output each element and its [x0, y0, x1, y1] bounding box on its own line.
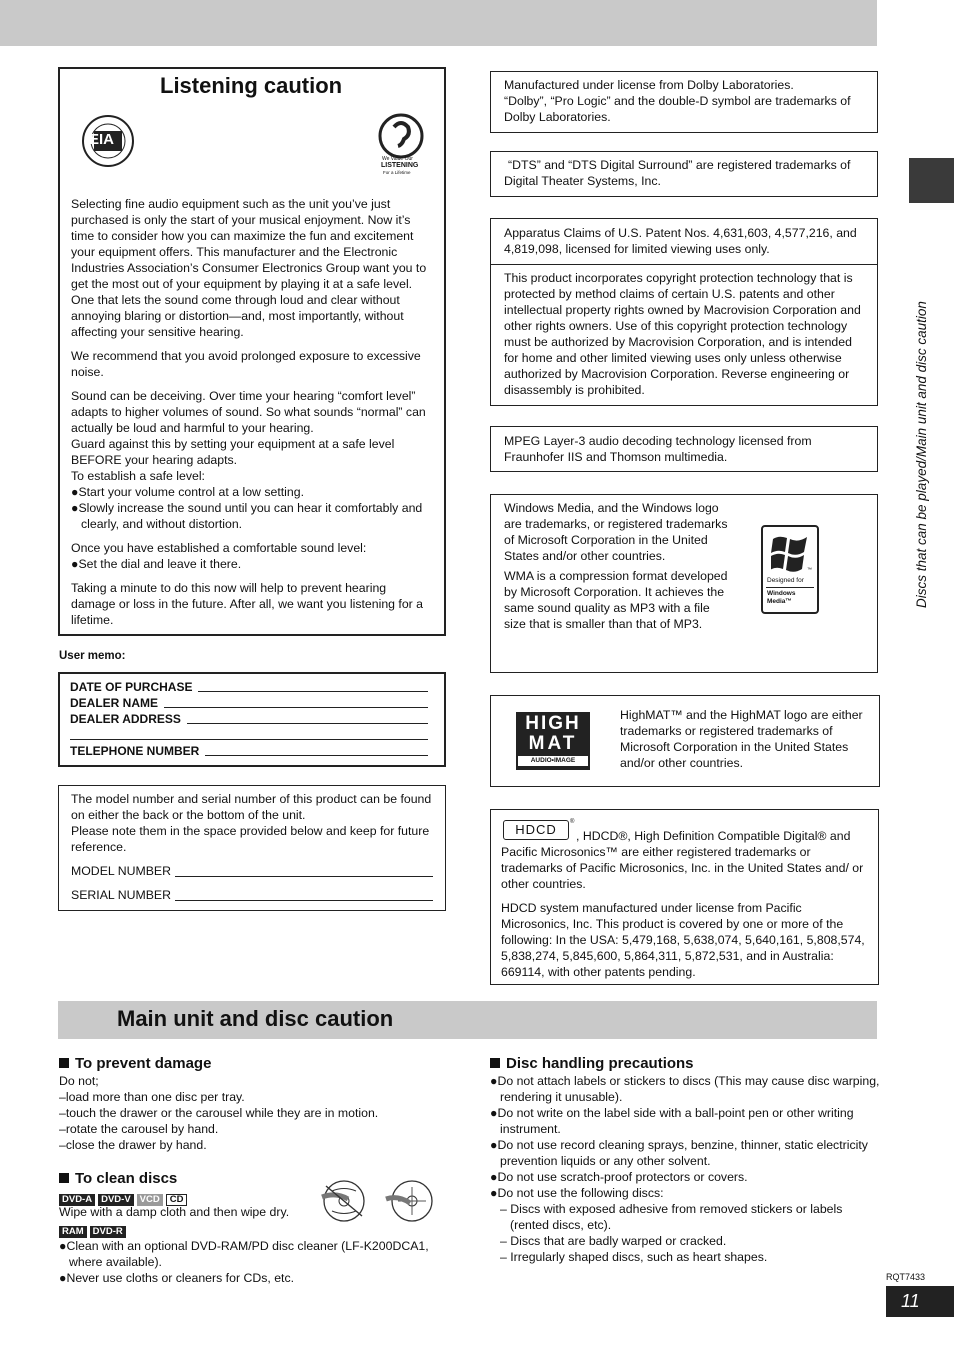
highmat-logo	[516, 712, 590, 770]
handling-dash-item: – Discs that are badly warped or cracked.	[500, 1234, 727, 1248]
memo-address-extra-line[interactable]	[70, 727, 428, 740]
model-para-1: The model number and serial number of this product can be found on either the back or the bottom of the unit.	[71, 792, 432, 822]
listening-para-3c: To establish a safe level:	[71, 469, 205, 483]
handling-bullet: ●Do not use record cleaning sprays, benzine, thinner, static electricity prevention liquids or any other solvent.	[490, 1138, 868, 1168]
listening-body	[71, 196, 433, 628]
model-number-line[interactable]	[175, 863, 433, 877]
serial-number-line[interactable]	[175, 887, 433, 901]
windows-logo-tm: ™	[807, 567, 812, 573]
model-serial-box	[58, 785, 446, 911]
handling-bullet: ●Do not attach labels or stickers to discs (This may cause disc warping, rendering it unusable).	[490, 1074, 880, 1104]
clean-text-1: Wipe with a damp cloth and then wipe dry.	[59, 1205, 290, 1219]
highmat-logo-mat: MAT	[528, 733, 578, 754]
windows-flag-icon	[771, 533, 809, 573]
memo-telephone-row	[70, 743, 428, 759]
prevent-damage-heading: To prevent damage	[59, 1055, 459, 1073]
memo-dealer-name-label: DEALER NAME	[70, 696, 159, 710]
mpeg-text: MPEG Layer-3 audio decoding technology licensed from Fraunhofer IIS and Thomson multimedia.	[504, 434, 812, 464]
highmat-logo-high: HIGH	[525, 713, 581, 734]
side-tab-block	[909, 158, 954, 203]
memo-date-label: DATE OF PURCHASE	[70, 680, 193, 694]
model-number-label: MODEL NUMBER	[71, 864, 171, 878]
hdcd-para-1: , HDCD®, High Definition Compatible Digital® and Pacific Microsonics™ are either registered trademarks or trademarks of Pacific Microsonics, Inc. in the United States and/ or other countries.	[501, 829, 864, 891]
listening-para-3b: Guard against this by setting your equipment at a safe level BEFORE your hearing adapts.	[71, 437, 395, 467]
windows-logo-designed: Designed for	[767, 577, 804, 584]
memo-date-line[interactable]	[198, 679, 428, 692]
listening-bullet-1: ●Start your volume control at a low setting.	[71, 485, 304, 499]
square-bullet-icon	[59, 1058, 69, 1068]
damage-item: –touch the drawer or the carousel while they are in motion.	[59, 1106, 379, 1120]
dts-text: “DTS” and “DTS Digital Surround” are registered trademarks of Digital Theater Systems, Inc.	[504, 158, 851, 188]
model-para-2: Please note them in the space provided below and keep for future reference.	[71, 824, 430, 854]
serial-number-label: SERIAL NUMBER	[71, 888, 171, 902]
hdcd-text	[501, 828, 867, 980]
tag-ram: RAM	[59, 1226, 87, 1238]
model-number-row	[71, 863, 433, 879]
user-memo-label: User memo:	[59, 650, 126, 662]
handling-bullet: ●Do not use scratch-proof protectors or covers.	[490, 1170, 748, 1184]
listening-logo-icon	[378, 113, 424, 159]
dolby-line-1: Manufactured under license from Dolby Laboratories.	[504, 78, 794, 92]
memo-dealer-address-label: DEALER ADDRESS	[70, 712, 181, 726]
memo-dealer-name-line[interactable]	[164, 695, 428, 708]
listening-caution-box	[58, 67, 446, 636]
damage-item: –rotate the carousel by hand.	[59, 1122, 219, 1136]
windows-para-1: Windows Media, and the Windows logo are trademarks, or registered trademarks of Microsoft Corporation in the United States and/or other countries.	[504, 501, 728, 563]
windows-text	[504, 500, 728, 632]
windows-media-box	[490, 494, 878, 673]
handling-bullet: ●Do not use the following discs:	[490, 1186, 664, 1200]
handling-dash-item: – Irregularly shaped discs, such as heart shapes.	[500, 1250, 768, 1264]
dolby-text	[504, 77, 869, 125]
disc-wipe-correct-icon	[380, 1177, 440, 1225]
damage-item: –load more than one disc per tray.	[59, 1090, 245, 1104]
listening-caution-title: Listening caution	[160, 73, 343, 98]
listening-bullet-3: ●Set the dial and leave it there.	[71, 557, 242, 571]
main-unit-title: Main unit and disc caution	[117, 1006, 394, 1031]
listening-para-5: Taking a minute to do this now will help to prevent hearing damage or loss in the future. After all, we want you listening for a lifetime.	[71, 581, 424, 627]
windows-media-logo	[761, 525, 819, 614]
tag-dvd-a: DVD-A	[59, 1194, 95, 1206]
hdcd-para-2: HDCD system manufactured under license from Pacific Microsonics, Inc. This product is covered by one or more of the following: In the USA: 5,479,168, 5,638,074, 5,640,161, 5,808,574, 5,838,274, 5,845,600, 5,864,311, 5,872,531, and in Australia: 669114, with other patents pending.	[501, 901, 865, 979]
hdcd-logo-text: HDCD	[515, 822, 557, 837]
tag-cd: CD	[166, 1194, 188, 1206]
clean-discs-heading: To clean discs	[59, 1170, 459, 1188]
disc-handling-section	[490, 1055, 880, 1265]
clean-bullet-2: ●Never use cloths or cleaners for CDs, etc.	[59, 1271, 295, 1285]
listening-logo-bottom: For a Lifetime	[383, 170, 411, 175]
dolby-line-2: “Dolby”, “Pro Logic” and the double-D symbol are trademarks of Dolby Laboratories.	[504, 94, 851, 124]
listening-logo-text: LISTENING	[381, 162, 419, 169]
page-number-box	[886, 1286, 954, 1317]
hdcd-logo-reg: ®	[570, 819, 575, 825]
listening-para-3a: Sound can be deceiving. Over time your hearing “comfort level” adapts to higher volumes of sound. So what sounds “normal” can actually be loud and harmful to your hearing.	[71, 389, 426, 435]
model-serial-body	[71, 791, 433, 903]
patent-divider	[491, 264, 877, 265]
listening-logo-top: We Value Our	[382, 156, 413, 162]
disc-wipe-wrong-icon	[318, 1178, 374, 1224]
eia-logo-text: EIA	[89, 131, 115, 148]
listening-para-4: Once you have established a comfortable sound level:	[71, 541, 367, 555]
disc-handling-heading: Disc handling precautions	[490, 1055, 880, 1073]
listening-para-1: Selecting fine audio equipment such as the unit you’ve just purchased is only the start of your musical enjoyment. Now it’s time to consider how you can maximize the fun and excitement your equipment offers. This manufacturer and the Electronic Industries Association’s Consumer Electronics Group want you to get the most out of your equipment by playing it at a safe level. One that lets the sound come through loud and clear without annoying blaring or distortion—and, most importantly, without affecting your sensitive hearing.	[71, 197, 427, 339]
user-memo-box	[58, 672, 446, 767]
handling-dash-item: – Discs with exposed adhesive from removed stickers or labels (rented discs, etc).	[500, 1202, 843, 1232]
windows-para-2: WMA is a compression format developed by Microsoft Corporation. It achieves the same sound quality as MP3 with a file size that is smaller than that of MP3.	[504, 569, 728, 631]
dts-box	[490, 151, 878, 197]
page-number: 11	[901, 1291, 920, 1311]
patent-macrovision-box	[490, 218, 878, 406]
memo-dealer-address-line[interactable]	[187, 711, 428, 724]
square-bullet-icon	[490, 1058, 500, 1068]
highmat-logo-audio: AUDIO•IMAGE	[518, 756, 588, 766]
square-bullet-icon	[59, 1173, 69, 1183]
main-unit-banner	[58, 1001, 877, 1039]
memo-dealer-name-row	[70, 695, 428, 711]
serial-number-row	[71, 887, 433, 903]
mpeg-box	[490, 426, 878, 472]
document-code: RQT7433	[886, 1272, 926, 1282]
highmat-box	[490, 695, 880, 787]
patent-text: Apparatus Claims of U.S. Patent Nos. 4,631,603, 4,577,216, and 4,819,098, licensed for limited viewing uses only.	[504, 226, 857, 256]
macrovision-text: This product incorporates copyright protection technology that is protected by method claims of certain U.S. patents and other intellectual property rights owned by Macrovision Corporation and other rights owners. Use of this copyright protection technology must be authorized by Macrovision Corporation, and is intended for home and other limited viewing uses only unless otherwise authorized by Macrovision Corporation. Reverse engineering or disassembly is prohibited.	[504, 271, 861, 397]
listening-bullet-2: ●Slowly increase the sound until you can hear it comfortably and clearly, and without distortion.	[71, 501, 423, 531]
tag-dvd-r: DVD-R	[90, 1226, 126, 1238]
damage-intro: Do not;	[59, 1074, 99, 1088]
memo-dealer-address-row	[70, 711, 428, 727]
tag-vcd: VCD	[137, 1194, 163, 1206]
memo-telephone-label: TELEPHONE NUMBER	[70, 744, 200, 758]
prevent-damage-section	[59, 1055, 459, 1153]
damage-item: –close the drawer by hand.	[59, 1138, 207, 1152]
clean-bullet-1: ●Clean with an optional DVD-RAM/PD disc cleaner (LF-K200DCA1, where available).	[59, 1239, 429, 1269]
hdcd-box	[490, 809, 879, 985]
memo-date-row	[70, 679, 428, 695]
windows-logo-divider	[766, 587, 814, 588]
listening-para-2: We recommend that you avoid prolonged exposure to excessive noise.	[71, 349, 421, 379]
tag-dvd-v: DVD-V	[98, 1194, 134, 1206]
highmat-text: HighMAT™ and the HighMAT logo are either trademarks or registered trademarks of Microsoft Corporation in the United States and/or other countries.	[620, 708, 863, 770]
windows-logo-name: Windows Media™	[767, 590, 796, 605]
handling-bullet: ●Do not write on the label side with a ball-point pen or other writing instrument.	[490, 1106, 854, 1136]
dolby-box	[490, 71, 878, 133]
memo-telephone-line[interactable]	[205, 743, 428, 756]
top-header-bar	[0, 0, 877, 46]
side-vertical-label: Discs that can be played/Main unit and disc caution	[914, 301, 929, 608]
